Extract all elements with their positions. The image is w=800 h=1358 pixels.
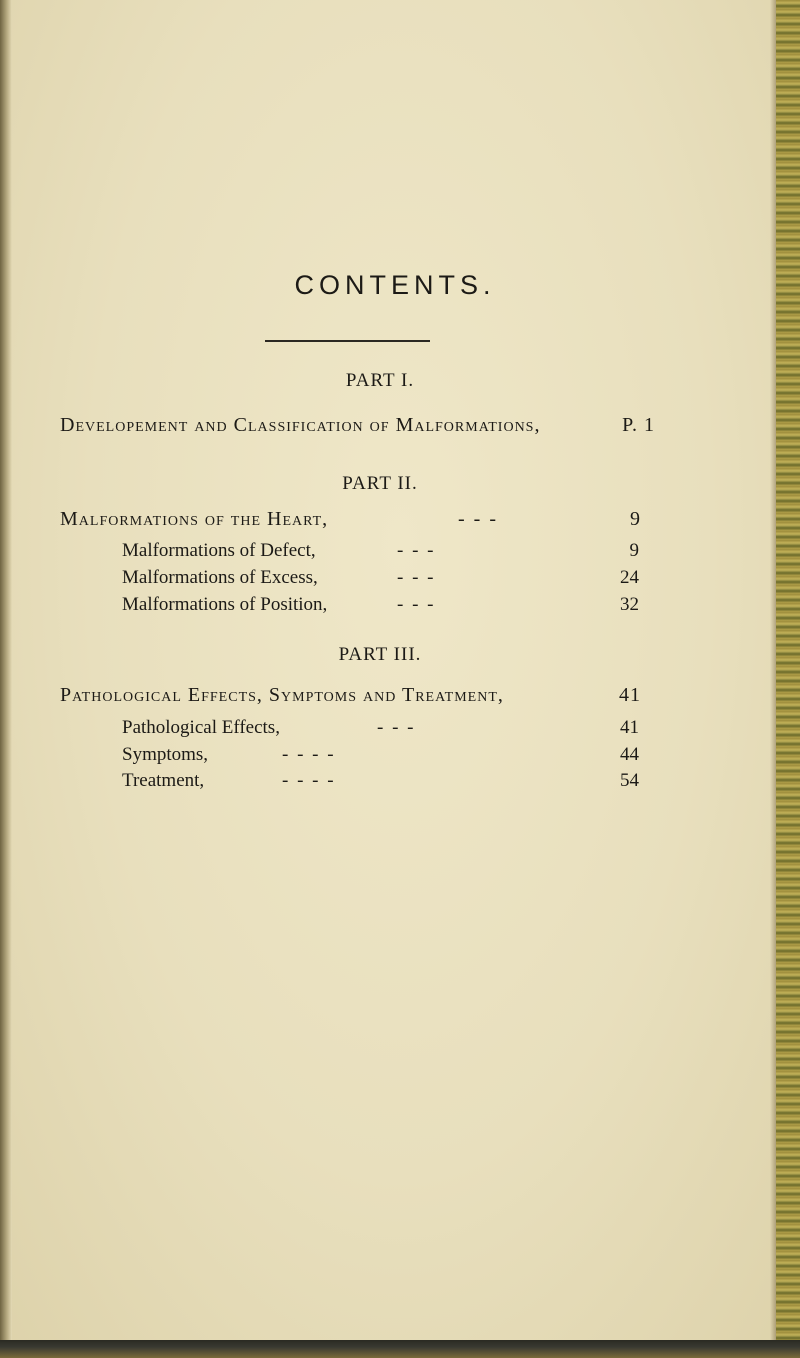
toc-entry-label: Pathological Effects, Symptoms and Treatment, [60,684,504,706]
toc-subentry-effects[interactable] [122,717,642,743]
toc-leader-dashes: - - - [397,540,436,561]
book-bottom-edge [0,1340,800,1358]
toc-entry-label: Malformations of Position, [122,594,328,615]
toc-entry-page: 24 [620,567,639,588]
toc-entry-label: Malformations of the Heart, [60,508,329,530]
toc-subentry-position[interactable] [122,594,642,620]
toc-entry-label: Treatment, [122,770,205,791]
part-3-heading: PART III. [338,644,422,665]
toc-leader-dashes: - - - - [282,744,336,765]
toc-leader-dashes: - - - [458,508,498,530]
toc-leader-dashes: - - - [397,594,436,615]
toc-entry-page: 54 [620,770,639,791]
toc-entry-page: P. 1 [622,414,655,436]
toc-entry-page: 9 [630,508,641,530]
toc-leader-dashes: - - - - [282,770,336,791]
toc-entry-pathological[interactable] [60,684,655,710]
toc-leader-dashes: - - - [397,567,436,588]
toc-leader-dashes: - - - [377,717,416,738]
toc-entry-label: Pathological Effects, [122,717,280,738]
title-rule [265,340,430,342]
toc-entry-page: 44 [620,744,639,765]
page-gutter-shadow [0,0,12,1358]
toc-subentry-defect[interactable] [122,540,642,566]
toc-entry-part-1[interactable] [60,414,655,440]
toc-entry-label: Symptoms, [122,744,209,765]
toc-subentry-treatment[interactable] [122,770,642,796]
toc-entry-page: 41 [620,717,639,738]
toc-entry-label: Developement and Classification of Malformations, [60,414,541,436]
toc-entry-page: 41 [619,684,641,706]
contents-title: CONTENTS. [294,270,496,300]
toc-entry-label: Malformations of Excess, [122,567,318,588]
toc-entry-heart[interactable] [60,508,655,534]
toc-entry-page: 32 [620,594,639,615]
part-2-heading: PART II. [342,473,418,494]
toc-entry-label: Malformations of Defect, [122,540,316,561]
book-fore-edge [776,0,800,1358]
toc-subentry-excess[interactable] [122,567,642,593]
toc-entry-page: 9 [629,540,639,561]
toc-subentry-symptoms[interactable] [122,744,642,770]
part-1-heading: PART I. [345,370,415,391]
